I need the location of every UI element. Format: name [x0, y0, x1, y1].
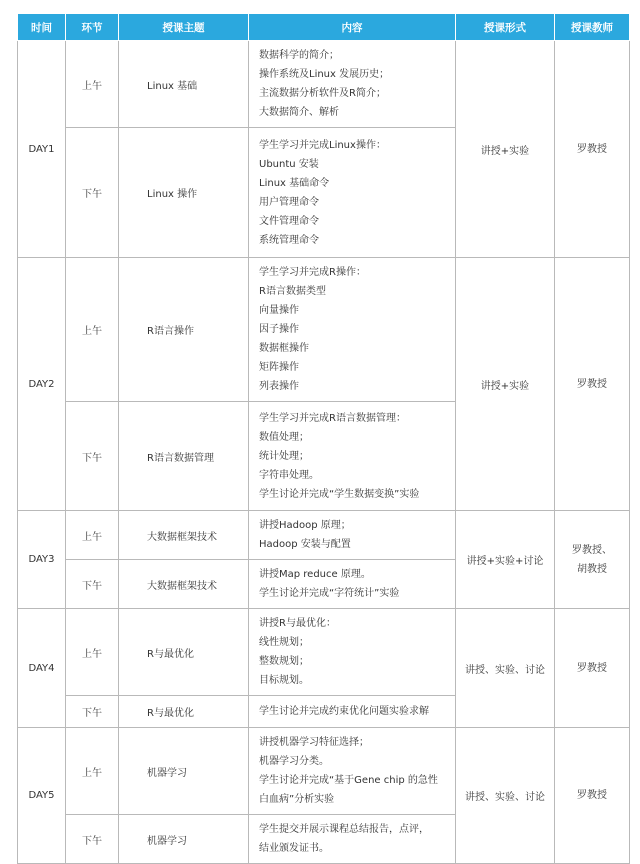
content-line: 线性规划；	[259, 637, 309, 648]
content-line: 因子操作	[259, 324, 299, 335]
session-topic: Linux 基础	[119, 41, 249, 128]
format-cell: 讲授+实验	[456, 41, 555, 258]
teacher-name: 罗教授	[577, 143, 607, 155]
content-line: 学生学习并完成R操作：	[259, 267, 366, 278]
format-cell: 讲授+实验+讨论	[456, 511, 555, 609]
session-topic: R与最优化	[119, 696, 249, 728]
session-label: 上午	[66, 258, 119, 402]
table-row	[18, 41, 630, 128]
day-label: DAY1	[18, 41, 66, 258]
content-line: 讲授R与最优化：	[259, 618, 336, 629]
content-line: 目标规划。	[259, 675, 309, 686]
content-line: 系统管理命令	[259, 234, 319, 246]
header-row	[18, 14, 630, 41]
header-time: 时间	[18, 14, 66, 41]
teacher-name: 罗教授	[577, 662, 607, 674]
format-cell: 讲授+实验	[456, 258, 555, 511]
session-content	[249, 560, 456, 609]
session-label: 下午	[66, 402, 119, 511]
teacher-name: 罗教授	[577, 378, 607, 390]
header-teacher: 授课教师	[555, 14, 630, 41]
format-cell: 讲授、实验、讨论	[456, 728, 555, 864]
header-content: 内容	[249, 14, 456, 41]
content-line: 向量操作	[259, 305, 299, 316]
content-line: 数据科学的简介；	[259, 50, 339, 61]
session-content	[249, 696, 456, 728]
session-topic: 大数据框架技术	[119, 560, 249, 609]
content-line: 学生讨论并完成“字符统计”实验	[259, 588, 400, 599]
content-line: R语言数据类型	[259, 286, 326, 297]
day-label: DAY4	[18, 609, 66, 728]
content-line: 结业颁发证书。	[259, 843, 329, 854]
content-line: 大数据简介、解析	[259, 107, 339, 118]
header-topic: 授课主题	[119, 14, 249, 41]
table-row	[18, 511, 630, 560]
content-line: 讲授Hadoop 原理；	[259, 520, 351, 531]
teacher-cell	[555, 609, 630, 728]
session-topic: R与最优化	[119, 609, 249, 696]
content-line: 学生讨论并完成“基于Gene chip 的急性	[259, 775, 438, 786]
day-label: DAY2	[18, 258, 66, 511]
teacher-name: 罗教授、	[572, 544, 612, 556]
header-section: 环节	[66, 14, 119, 41]
session-content	[249, 815, 456, 864]
session-label: 下午	[66, 560, 119, 609]
table-row	[18, 258, 630, 402]
content-line: 主流数据分析软件及R简介；	[259, 88, 386, 99]
content-line: 整数规划；	[259, 656, 309, 667]
content-line: 学生讨论并完成约束优化问题实验求解	[259, 706, 429, 717]
content-line: 学生学习并完成Linux操作：	[259, 139, 386, 151]
content-line: 白血病”分析实验	[259, 794, 335, 805]
day-label: DAY5	[18, 728, 66, 864]
content-line: Ubuntu 安装	[259, 158, 319, 170]
content-line: 文件管理命令	[259, 215, 319, 227]
content-line: Linux 基础命令	[259, 177, 330, 189]
session-label: 下午	[66, 815, 119, 864]
content-line: 列表操作	[259, 381, 299, 392]
content-line: Hadoop 安装与配置	[259, 539, 351, 550]
session-topic: R语言操作	[119, 258, 249, 402]
session-content	[249, 728, 456, 815]
session-content	[249, 258, 456, 402]
content-line: 字符串处理。	[259, 469, 319, 481]
content-line: 数据框操作	[259, 343, 309, 354]
header-format: 授课形式	[456, 14, 555, 41]
table-row	[18, 728, 630, 815]
content-line: 数值处理；	[259, 431, 309, 443]
schedule-table	[17, 13, 630, 864]
session-topic: R语言数据管理	[119, 402, 249, 511]
session-label: 上午	[66, 511, 119, 560]
teacher-name: 胡教授	[577, 563, 607, 575]
content-line: 统计处理；	[259, 450, 309, 462]
content-line: 讲授Map reduce 原理。	[259, 569, 371, 580]
table-row	[18, 609, 630, 696]
content-line: 学生提交并展示课程总结报告，点评，	[259, 824, 429, 835]
teacher-cell	[555, 258, 630, 511]
content-line: 机器学习分类。	[259, 756, 329, 767]
content-line: 讲授机器学习特征选择；	[259, 737, 369, 748]
content-line: 学生讨论并完成“学生数据变换”实验	[259, 488, 420, 500]
session-content	[249, 511, 456, 560]
session-topic: 机器学习	[119, 815, 249, 864]
session-topic: 大数据框架技术	[119, 511, 249, 560]
session-label: 下午	[66, 128, 119, 258]
day-label: DAY3	[18, 511, 66, 609]
content-line: 用户管理命令	[259, 196, 319, 208]
teacher-cell	[555, 41, 630, 258]
session-label: 下午	[66, 696, 119, 728]
session-content	[249, 402, 456, 511]
teacher-cell	[555, 511, 630, 609]
content-line: 操作系统及Linux 发展历史；	[259, 69, 390, 80]
session-label: 上午	[66, 609, 119, 696]
format-cell: 讲授、实验、讨论	[456, 609, 555, 728]
session-label: 上午	[66, 728, 119, 815]
content-line: 矩阵操作	[259, 362, 299, 373]
session-topic: 机器学习	[119, 728, 249, 815]
session-content	[249, 609, 456, 696]
session-content	[249, 128, 456, 258]
session-label: 上午	[66, 41, 119, 128]
content-line: 学生学习并完成R语言数据管理：	[259, 412, 406, 424]
teacher-name: 罗教授	[577, 790, 607, 801]
session-content	[249, 41, 456, 128]
teacher-cell	[555, 728, 630, 864]
session-topic: Linux 操作	[119, 128, 249, 258]
